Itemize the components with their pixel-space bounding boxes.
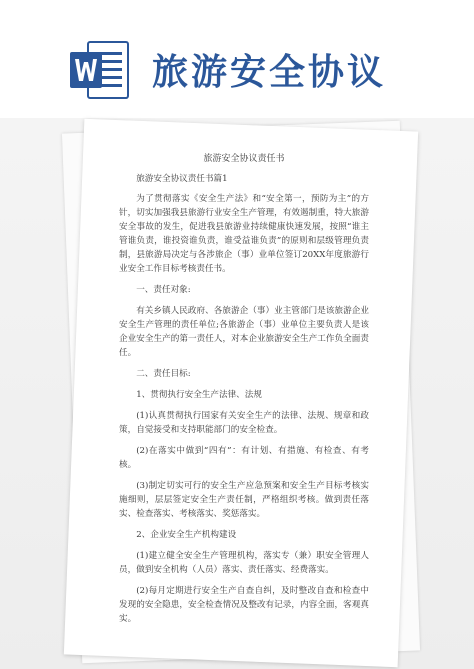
paragraph: 一、责任对象: <box>136 285 191 295</box>
paragraph: (2)每月定期进行安全生产自查自纠，及时整改自查和检查中发现的安全隐患，安全检查情况及整改有记录，内容全面，客观真实。 <box>119 586 369 624</box>
paragraph: 有关乡镇人民政府、各旅游企（事）业主管部门是该旅游企业安全生产管理的责任单位;各旅游企（事）业单位主要负责人是该企业安全生产的第一责任人，对本企业旅游安全生产工作负全面责任。 <box>119 306 369 358</box>
paragraph: 为了贯彻落实《安全生产法》和“安全第一，预防为主”的方针，切实加强我县旅游行业安全生产管理，有效遏制重，特大旅游安全事故的发生，促进我县旅游业持续健康快速发展，按照“谁主管谁负责，谁投资谁负责，谁受益谁负责”的原则和层级管理负责制，县旅游局决定与各涉旅企（事）业单位签订20XX年度旅游行业安全工作目标考核责任书。 <box>119 194 369 274</box>
paragraph: (1)建立健全安全生产管理机构，落实专（兼）职安全管理人员，做到安全机构（人员）落实、责任落实、经费落实。 <box>119 551 369 575</box>
document-content <box>119 152 369 633</box>
word-document-icon <box>68 38 130 102</box>
page-heading: 旅游安全协议责任书 <box>203 154 285 164</box>
header-banner <box>0 0 474 118</box>
paragraph: (1)认真贯彻执行国家有关安全生产的法律、法规、规章和政策，自觉接受和支持职能部门的安全检查。 <box>119 411 369 435</box>
document-title: 旅游安全协议 <box>152 52 387 93</box>
paragraph: 1、贯彻执行安全生产法律、法规 <box>136 390 262 400</box>
paragraph: 二、责任目标: <box>136 369 191 379</box>
paragraph: 2、企业安全生产机构建设 <box>136 530 237 540</box>
section-subtitle: 旅游安全协议责任书篇1 <box>136 174 228 184</box>
paragraph: (3)制定切实可行的安全生产应急预案和安全生产目标考核实施细则，层层签定安全生产责任制，严格组织考核。做到责任落实、检查落实、考核落实、奖惩落实。 <box>119 481 369 519</box>
paragraph: (2)在落实中做到“四有”：有计划、有措施、有检查、有考核。 <box>119 446 369 470</box>
